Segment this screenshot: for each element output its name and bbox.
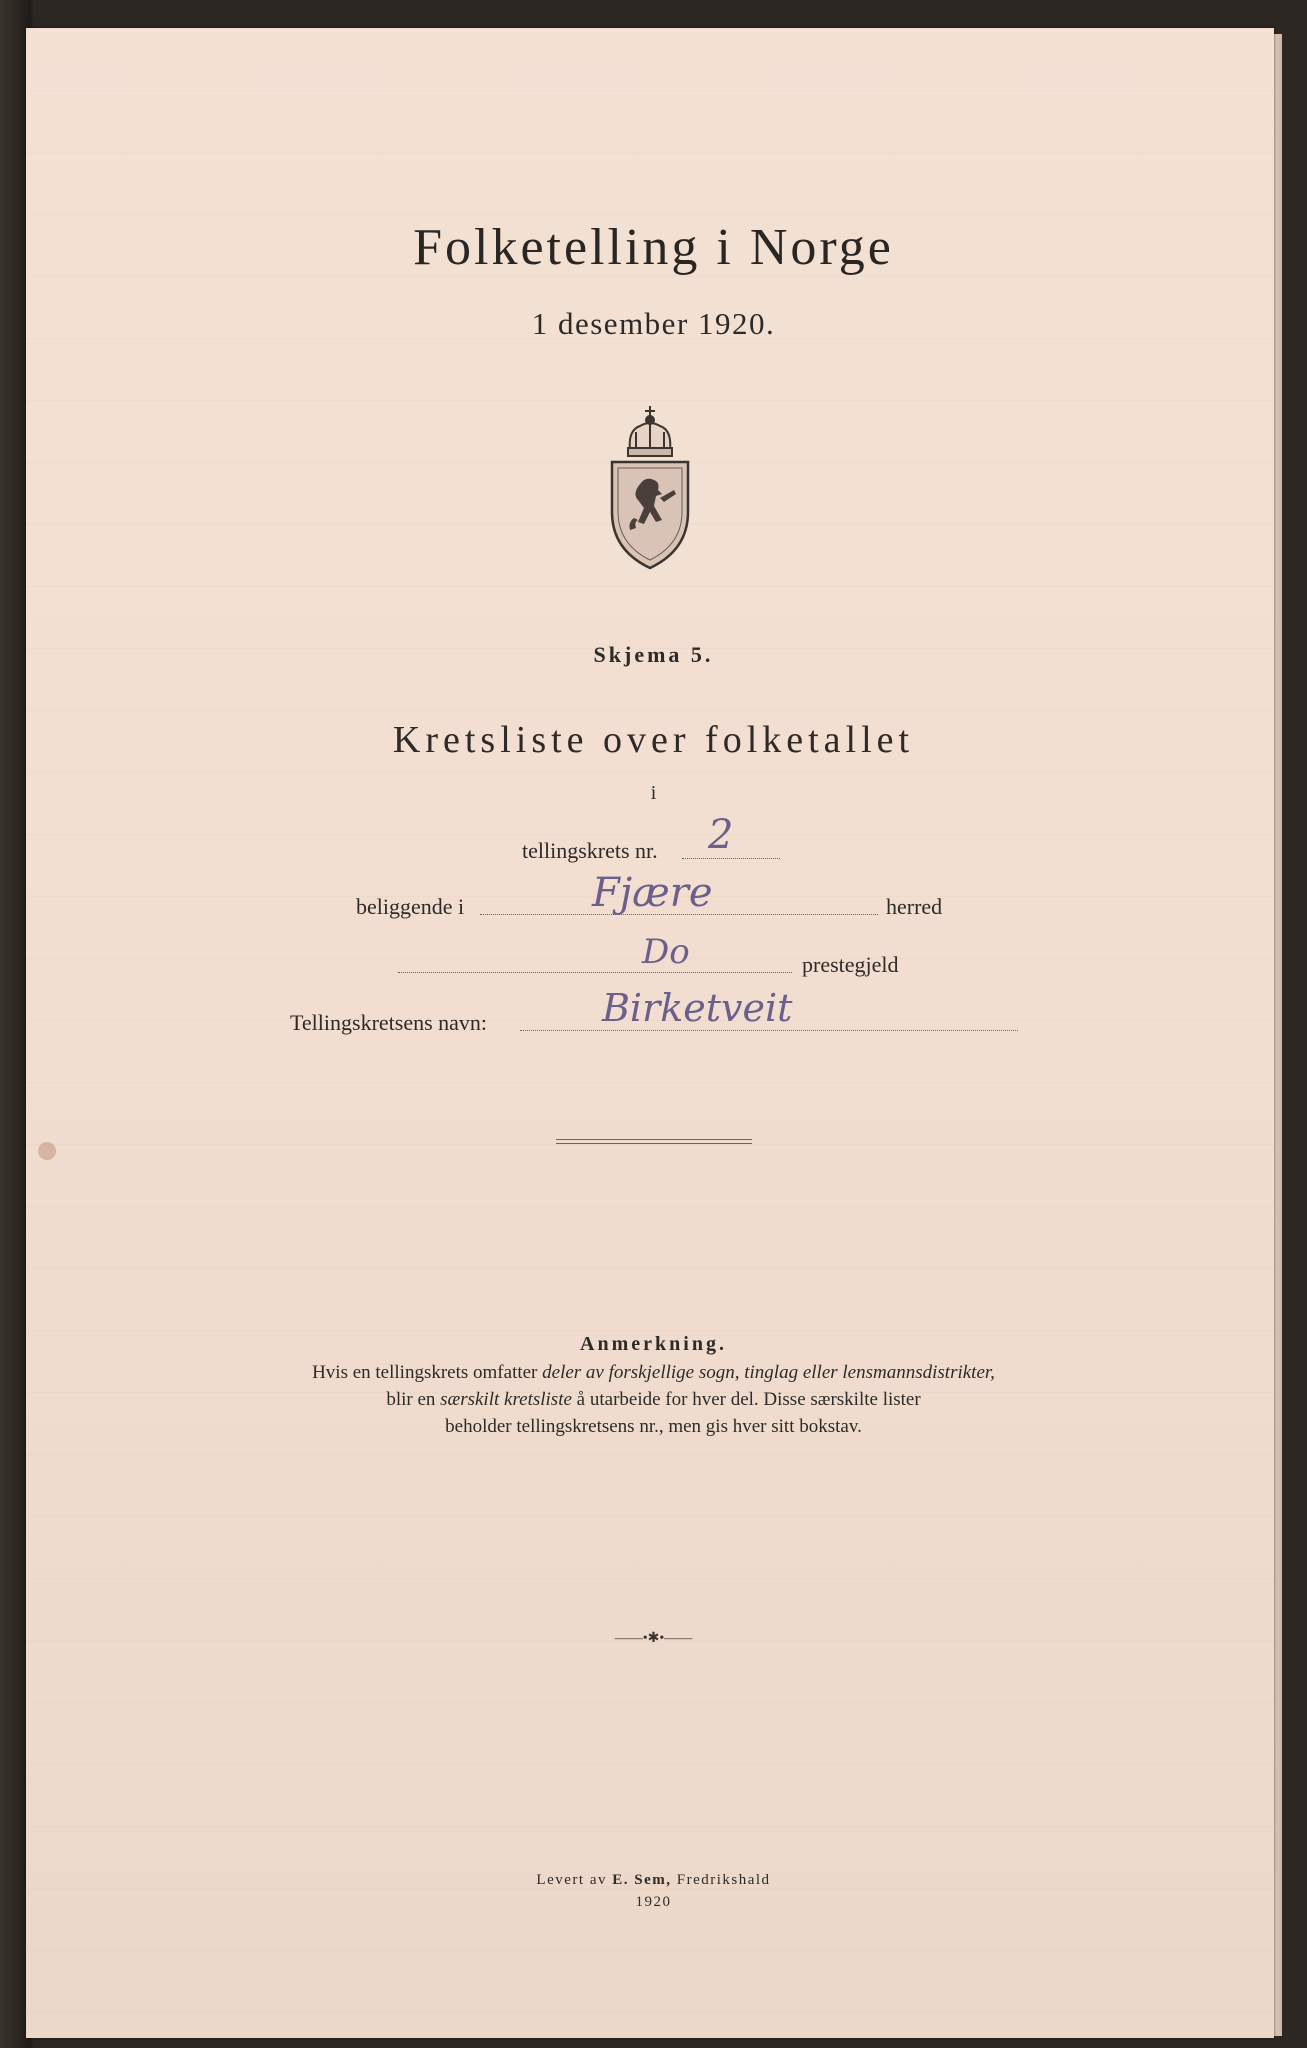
parish-label: prestegjeld [802,952,899,977]
printer-line [0,1872,1307,1889]
printer-prefix: Levert av [536,1872,613,1888]
printer-place: Fredrikshald [671,1872,771,1888]
parish-value: Do [642,932,690,972]
note-line-2 [0,1389,1307,1411]
district-name-label: Tellingskretsens navn: [290,1010,488,1035]
preposition: i [650,782,657,804]
document-date: 1 desember 1920. [531,306,776,341]
district-name-line [520,1030,1018,1031]
note-line-2-emphasis: særskilt kretsliste [440,1389,572,1410]
separator-rule [556,1139,752,1144]
note-line-2-text-c: å utarbeide for hver del. Disse særskilte lister [571,1389,921,1410]
ornament-divider: ——•✱•—— [614,1631,693,1646]
list-title: Kretsliste over folketallet [392,719,915,761]
located-value: Fjære [592,870,713,916]
printer-year: 1920 [635,1894,672,1910]
norwegian-coat-of-arms-icon [600,402,700,572]
located-label: beliggende i [356,894,465,919]
district-number-value: 2 [708,812,734,858]
document-title: Folketelling i Norge [413,219,894,276]
district-name-value: Birketveit [602,986,793,1030]
parish-line [398,972,792,973]
district-number-line [682,858,780,859]
note-heading: Anmerkning. [580,1333,727,1355]
note-line-2-text-a: blir en [386,1389,441,1410]
paper-smudge [38,1142,56,1160]
schema-label: Skjema 5. [593,642,714,667]
herred-label: herred [886,894,943,919]
printer-name: E. Sem, [612,1872,672,1888]
note-line-1-text: Hvis en tellingskrets omfatter [312,1362,543,1383]
note-line-1 [0,1362,1307,1384]
note-line-1-emphasis: deler av forskjellige sogn, tinglag eller lensmannsdistrikter, [542,1362,995,1383]
note-line-3: beholder tellingskretsens nr., men gis hver sitt bokstav. [445,1416,862,1437]
district-number-label: tellingskrets nr. [522,838,658,863]
